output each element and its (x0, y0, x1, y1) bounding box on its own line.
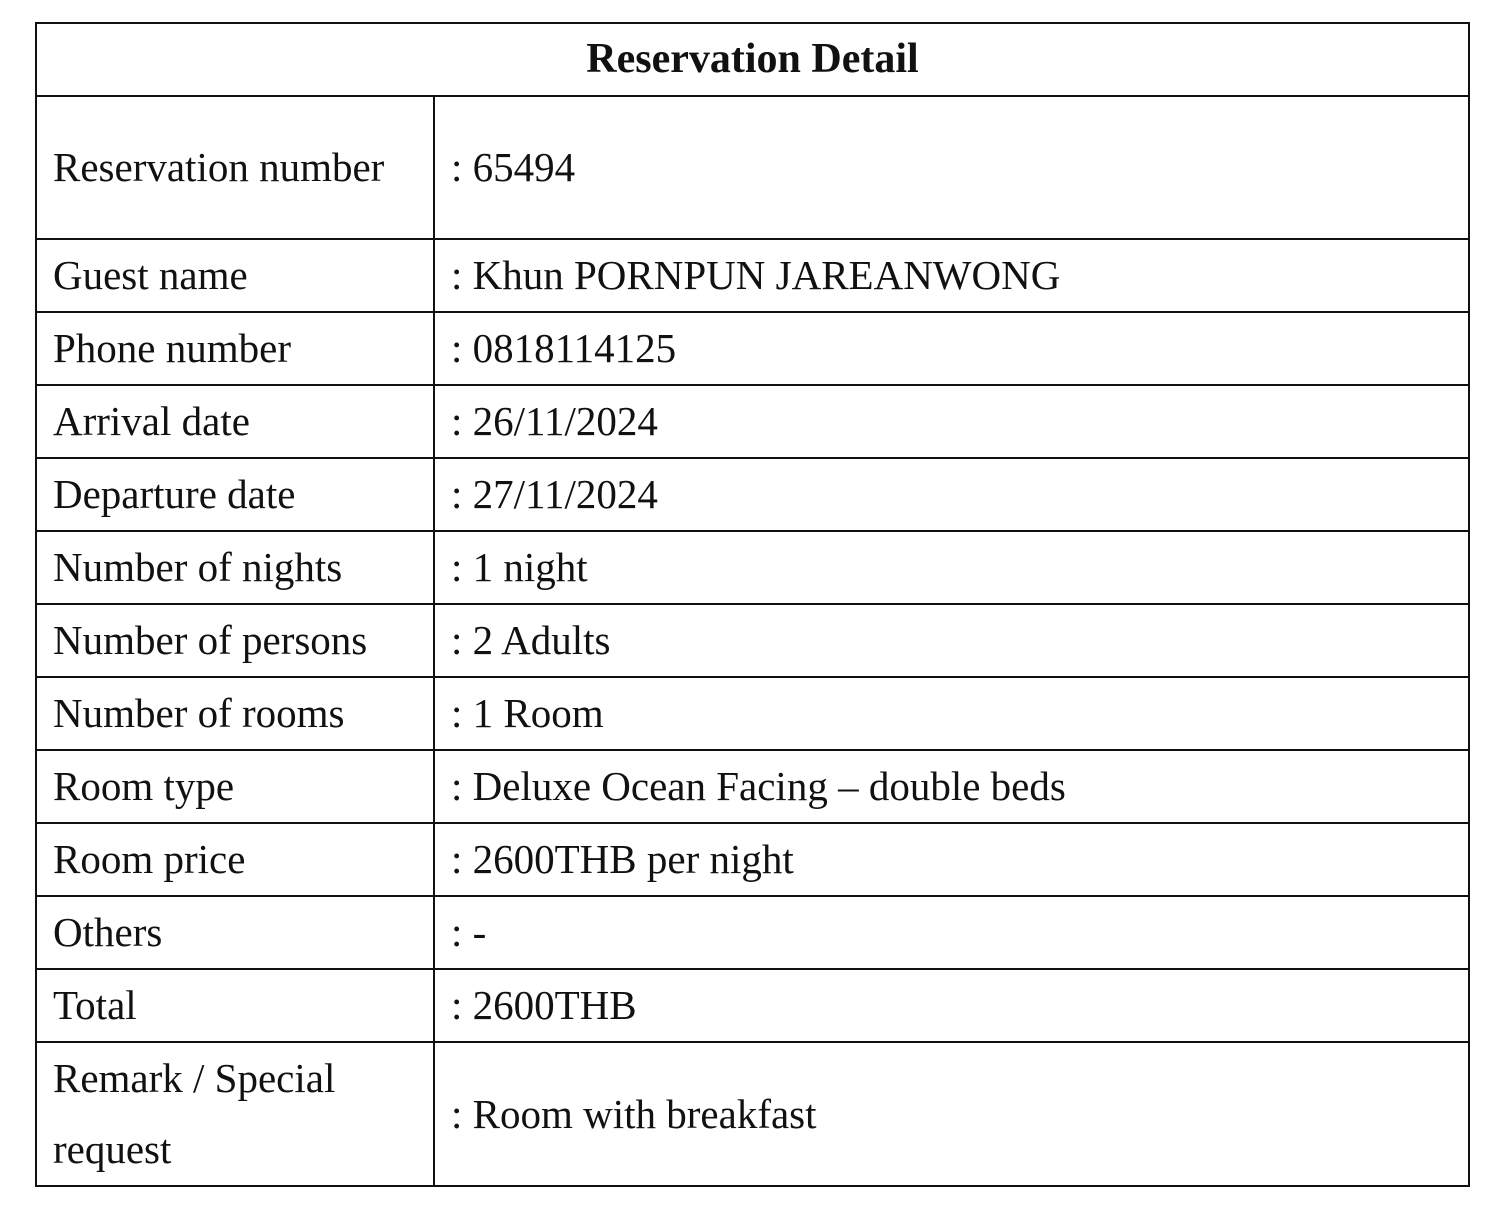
table-row-room-price (36, 823, 1469, 896)
table-row-number-of-nights (36, 531, 1469, 604)
row-value: : 0818114125 (434, 312, 1469, 385)
reservation-detail-table (35, 22, 1470, 1187)
row-label: Departure date (36, 458, 434, 531)
row-label: Guest name (36, 239, 434, 312)
table-row-remark (36, 1042, 1469, 1186)
table-title-row (36, 23, 1469, 96)
row-value: : Deluxe Ocean Facing – double beds (434, 750, 1469, 823)
row-value: : 26/11/2024 (434, 385, 1469, 458)
row-value: : 2600THB (434, 969, 1469, 1042)
row-value: : 2600THB per night (434, 823, 1469, 896)
table-row-guest-name (36, 239, 1469, 312)
row-value: : Khun PORNPUN JAREANWONG (434, 239, 1469, 312)
table-row-total (36, 969, 1469, 1042)
row-label: Room type (36, 750, 434, 823)
table-title: Reservation Detail (36, 23, 1469, 96)
row-value: : Room with breakfast (434, 1042, 1469, 1186)
table-row-number-of-persons (36, 604, 1469, 677)
table-row-others (36, 896, 1469, 969)
row-label: Arrival date (36, 385, 434, 458)
table-row-arrival-date (36, 385, 1469, 458)
table-row-number-of-rooms (36, 677, 1469, 750)
row-value: : - (434, 896, 1469, 969)
row-label: Phone number (36, 312, 434, 385)
row-label: Total (36, 969, 434, 1042)
table-row-room-type (36, 750, 1469, 823)
row-label: Room price (36, 823, 434, 896)
row-label: Number of persons (36, 604, 434, 677)
table-row-phone-number (36, 312, 1469, 385)
row-label: Remark / Special request (36, 1042, 434, 1186)
row-value: : 2 Adults (434, 604, 1469, 677)
row-label: Others (36, 896, 434, 969)
table-row-reservation-number (36, 96, 1469, 239)
row-value: : 65494 (434, 96, 1469, 239)
row-label: Number of rooms (36, 677, 434, 750)
row-value: : 1 night (434, 531, 1469, 604)
row-label: Reservation number (36, 96, 434, 239)
row-value: : 27/11/2024 (434, 458, 1469, 531)
row-value: : 1 Room (434, 677, 1469, 750)
table-row-departure-date (36, 458, 1469, 531)
row-label: Number of nights (36, 531, 434, 604)
